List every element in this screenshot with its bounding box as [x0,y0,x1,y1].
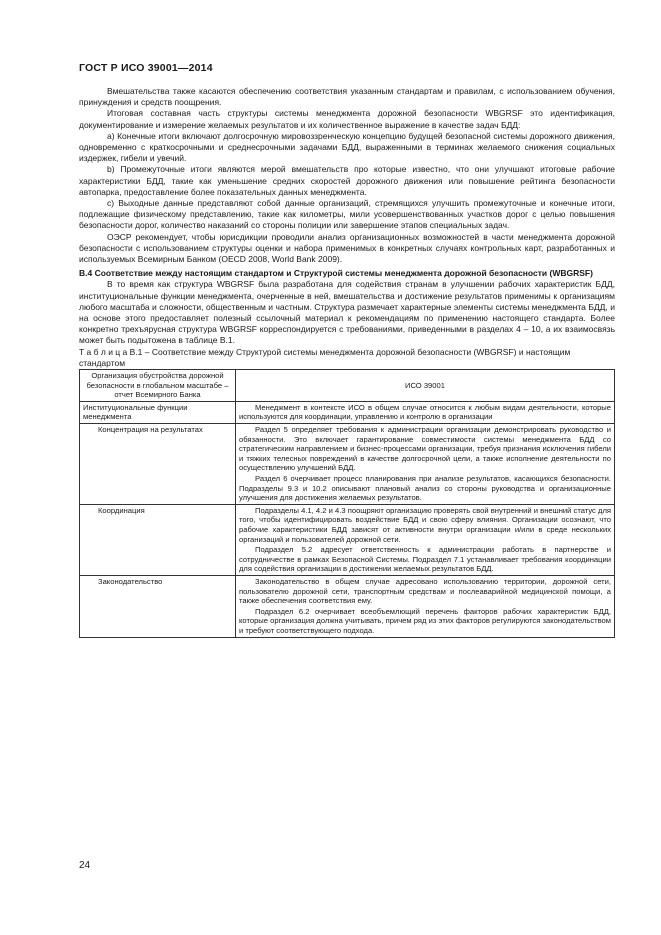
table-cell-description [236,504,615,575]
table-cell-topic: Концентрация на результатах [80,424,236,505]
table-cell-description [236,575,615,637]
paragraph: ОЭСР рекомендует, чтобы юрисдикции проводили анализ организационных возможностей в части менеджмента дорожной безопасности с использованием структуры оценки и набора применимых в конкретных случаях контрольных карт, разработанных и используемых Всемирным Банком (OECD 2008, World Bank 2009). [79,231,615,265]
table-row [80,401,615,423]
table-cell-topic: Координация [80,504,236,575]
cell-paragraph: Подразделы 4.1, 4.2 и 4.3 поощряют организацию проверять свой внутренний и внешний статус для того, чтобы идентифицировать воздействие БДД и свою сферу влияния. Организации осознают, что рабочие характеристики БДД зависят от активности внутри организации и/или в среде нескольких организаций и пользователей дорожной сети. [239,505,611,544]
table-cell-description [236,401,615,423]
table-row [80,575,615,637]
table-header-left: Организация обустройства дорожной безопасности в глобальном масштабе – отчет Всемирного Банка [80,370,236,402]
list-item-c: с) Выходные данные представляют собой данные организаций, стремящихся улучшить промежуточные и конечные итоги, подлежащие физическому представлению, такие как километры, мили усовершенствованных участков дорог с целью повышения безопасности дорог, количество наказаний со стороны полиции или завершение этапов специальных задач. [79,198,615,231]
page-number: 24 [79,860,91,871]
table-header-row [80,370,615,402]
correspondence-table [79,369,615,637]
document-header: ГОСТ Р ИСО 39001—2014 [79,62,213,74]
section-heading: В.4 Соответствие между настоящим стандартом и Структурой системы менеджмента дорожной безопасности (WBGRSF) [79,268,593,279]
table-caption: Т а б л и ц а В.1 – Соответствие между Структурой системы менеджмента дорожной безопасности (WBGRSF) и настоящим стандартом [79,346,571,368]
cell-paragraph: Раздел 5 определяет требования к администрации организации демонстрировать руководство и обязанности. Это включает гарантирование совместимости системы менеджмента БДД со стратегическим направлением и бизнес-процессами организации, требуя признания исключения гибели и тяжких телесных повреждений в качестве долгосрочной цели, а также исполнение деятельности по осуществлению улучшений БДД. [239,425,611,473]
cell-paragraph: Менеджмент в контексте ИСО в общем случае относится к любым видам деятельности, которые используются для координации, управлению и контролю в организации [239,402,611,422]
document-body [79,86,615,638]
paragraph: Вмешательства также касаются обеспечению соответствия указанным стандартам и правилам, с использованием обучения, принуждения и средств поощрения. [79,86,615,108]
table-cell-topic: Законодательство [80,575,236,637]
table-cell-topic: Институциональные функции менеджмента [80,401,236,423]
cell-paragraph: Подраздел 6.2 очерчивает всеобъемлющий перечень факторов рабочих характеристик БДД, которые организация должна учитывать, причем ряд из этих факторов регулируются законодательством и требуют соответствующего подхода. [239,606,611,635]
table-cell-description [236,424,615,505]
cell-paragraph: Раздел 6 очерчивает процесс планирования при анализе результатов, касающихся безопасности. Подразделы 9.3 и 10.2 описывают плановый анализ со стороны руководства и организационные улучшения для достижения желаемых результатов. [239,474,611,503]
list-item-b: b) Промежуточные итоги являются мерой вмешательств про которые известно, что они улучшают итоговые рабочие характеристики БДД, такие как уменьшение средних скоростей дорожного движения или повышение рейтинга безопасности автопарка, предоставление более показательных данных менеджмента. [79,164,615,197]
cell-paragraph: Подраздел 5.2 адресует ответственность к администрации работать в партнерстве и сотрудничестве в рамках Безопасной Системы. Подраздел 7.1 устанавливает требования координации для содействия организации в достижении желаемых результатов БДД. [239,545,611,574]
table-row [80,424,615,505]
paragraph: Итоговая составная часть структуры системы менеджмента дорожной безопасности WBGRSF это идентификация, документирование и измерение желаемых результатов и их количественное выражение в качестве задач БДД: [79,108,615,130]
cell-paragraph: Законодательство в общем случае адресовано использованию территории, дорожной сети, пользователю дорожной сети, транспортным средствам и послеаварийной медицинской помощи, а также обеспечения соответствия ему. [239,576,611,606]
list-item-a: а) Конечные итоги включают долгосрочную мировоззренческую концепцию будущей безопасной системы дорожного движения, одновременно с краткосрочными и среднесрочными задачами БДД, выраженными в терминах желаемого снижения социальных издержек, гибели и увечий. [79,130,615,164]
table-row [80,504,615,575]
section-paragraph: В то время как структура WBGRSF была разработана для содействия странам в улучшении рабочих характеристик БДД, институциональные функции менеджмента, очерченные в ней, вмешательства и достижение результатов применимы к организациям любого масштаба и сложности, общественным и частным. Структура размечает характерные элементы системы менеджмента БДД, и на основе этого предоставляет полезный ссылочный материал к рекомендациям по применению настоящего стандарта. Более конкретно трехъярусная структура WBGRSF корреспондируется с требованиями, приведенными в разделах 4 – 10, а их взаимосвязь может быть подытожена в таблице В.1. [79,279,615,346]
table-header-right: ИСО 39001 [236,370,615,402]
